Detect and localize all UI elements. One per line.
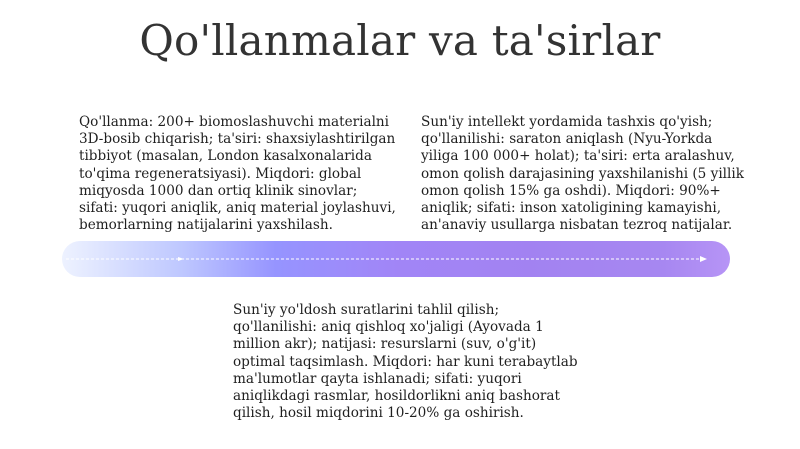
application-block-3d-bioprinting: Qo'llanma: 200+ biomoslashuvchi materialni 3D-bosib chiqarish; ta'siri: shaxsiylashtirilgan tibbiyot (masalan, London kasalxonalarida to'qima regeneratsiyasi). Miqdori: global miqyosda 1000 dan ortiq klinik sinovlar; sifati: yuqori aniqlik, aniq material joylashuvi, bemorlarning natijalarini yaxshilash. — [79, 114, 396, 234]
application-block-satellite-analysis: Sun'iy yo'ldosh suratlarini tahlil qilish; qo'llanilishi: aniq qishloq xo'jaligi (Ayovada 1 million akr); natijasi: resurslarni (suv, o'g'it) optimal taqsimlash. Miqdori: har kuni terabaytlab ma'lumotlar qayta ishlanadi; sifati: yuqori aniqlikdagi rasmlar, hosildorlikni aniq bashorat qilish, hosil miqdorini 10-20% ga oshirish. — [233, 302, 578, 422]
slide-title: Qo'llanmalar va ta'sirlar — [139, 16, 661, 65]
application-block-ai-diagnosis: Sun'iy intellekt yordamida tashxis qo'yish; qo'llanilishi: saraton aniqlash (Nyu-Yorkda yiliga 100 000+ holat); ta'siri: erta aralashuv, omon qolish darajasining yaxshilanishi (5 yillik omon qolish 15% ga oshdi). Miqdori: 90%+ aniqlik; sifati: inson xatoligining kamayishi, an'anaviy usullarga nisbatan tezroq natijalar. — [421, 114, 744, 234]
